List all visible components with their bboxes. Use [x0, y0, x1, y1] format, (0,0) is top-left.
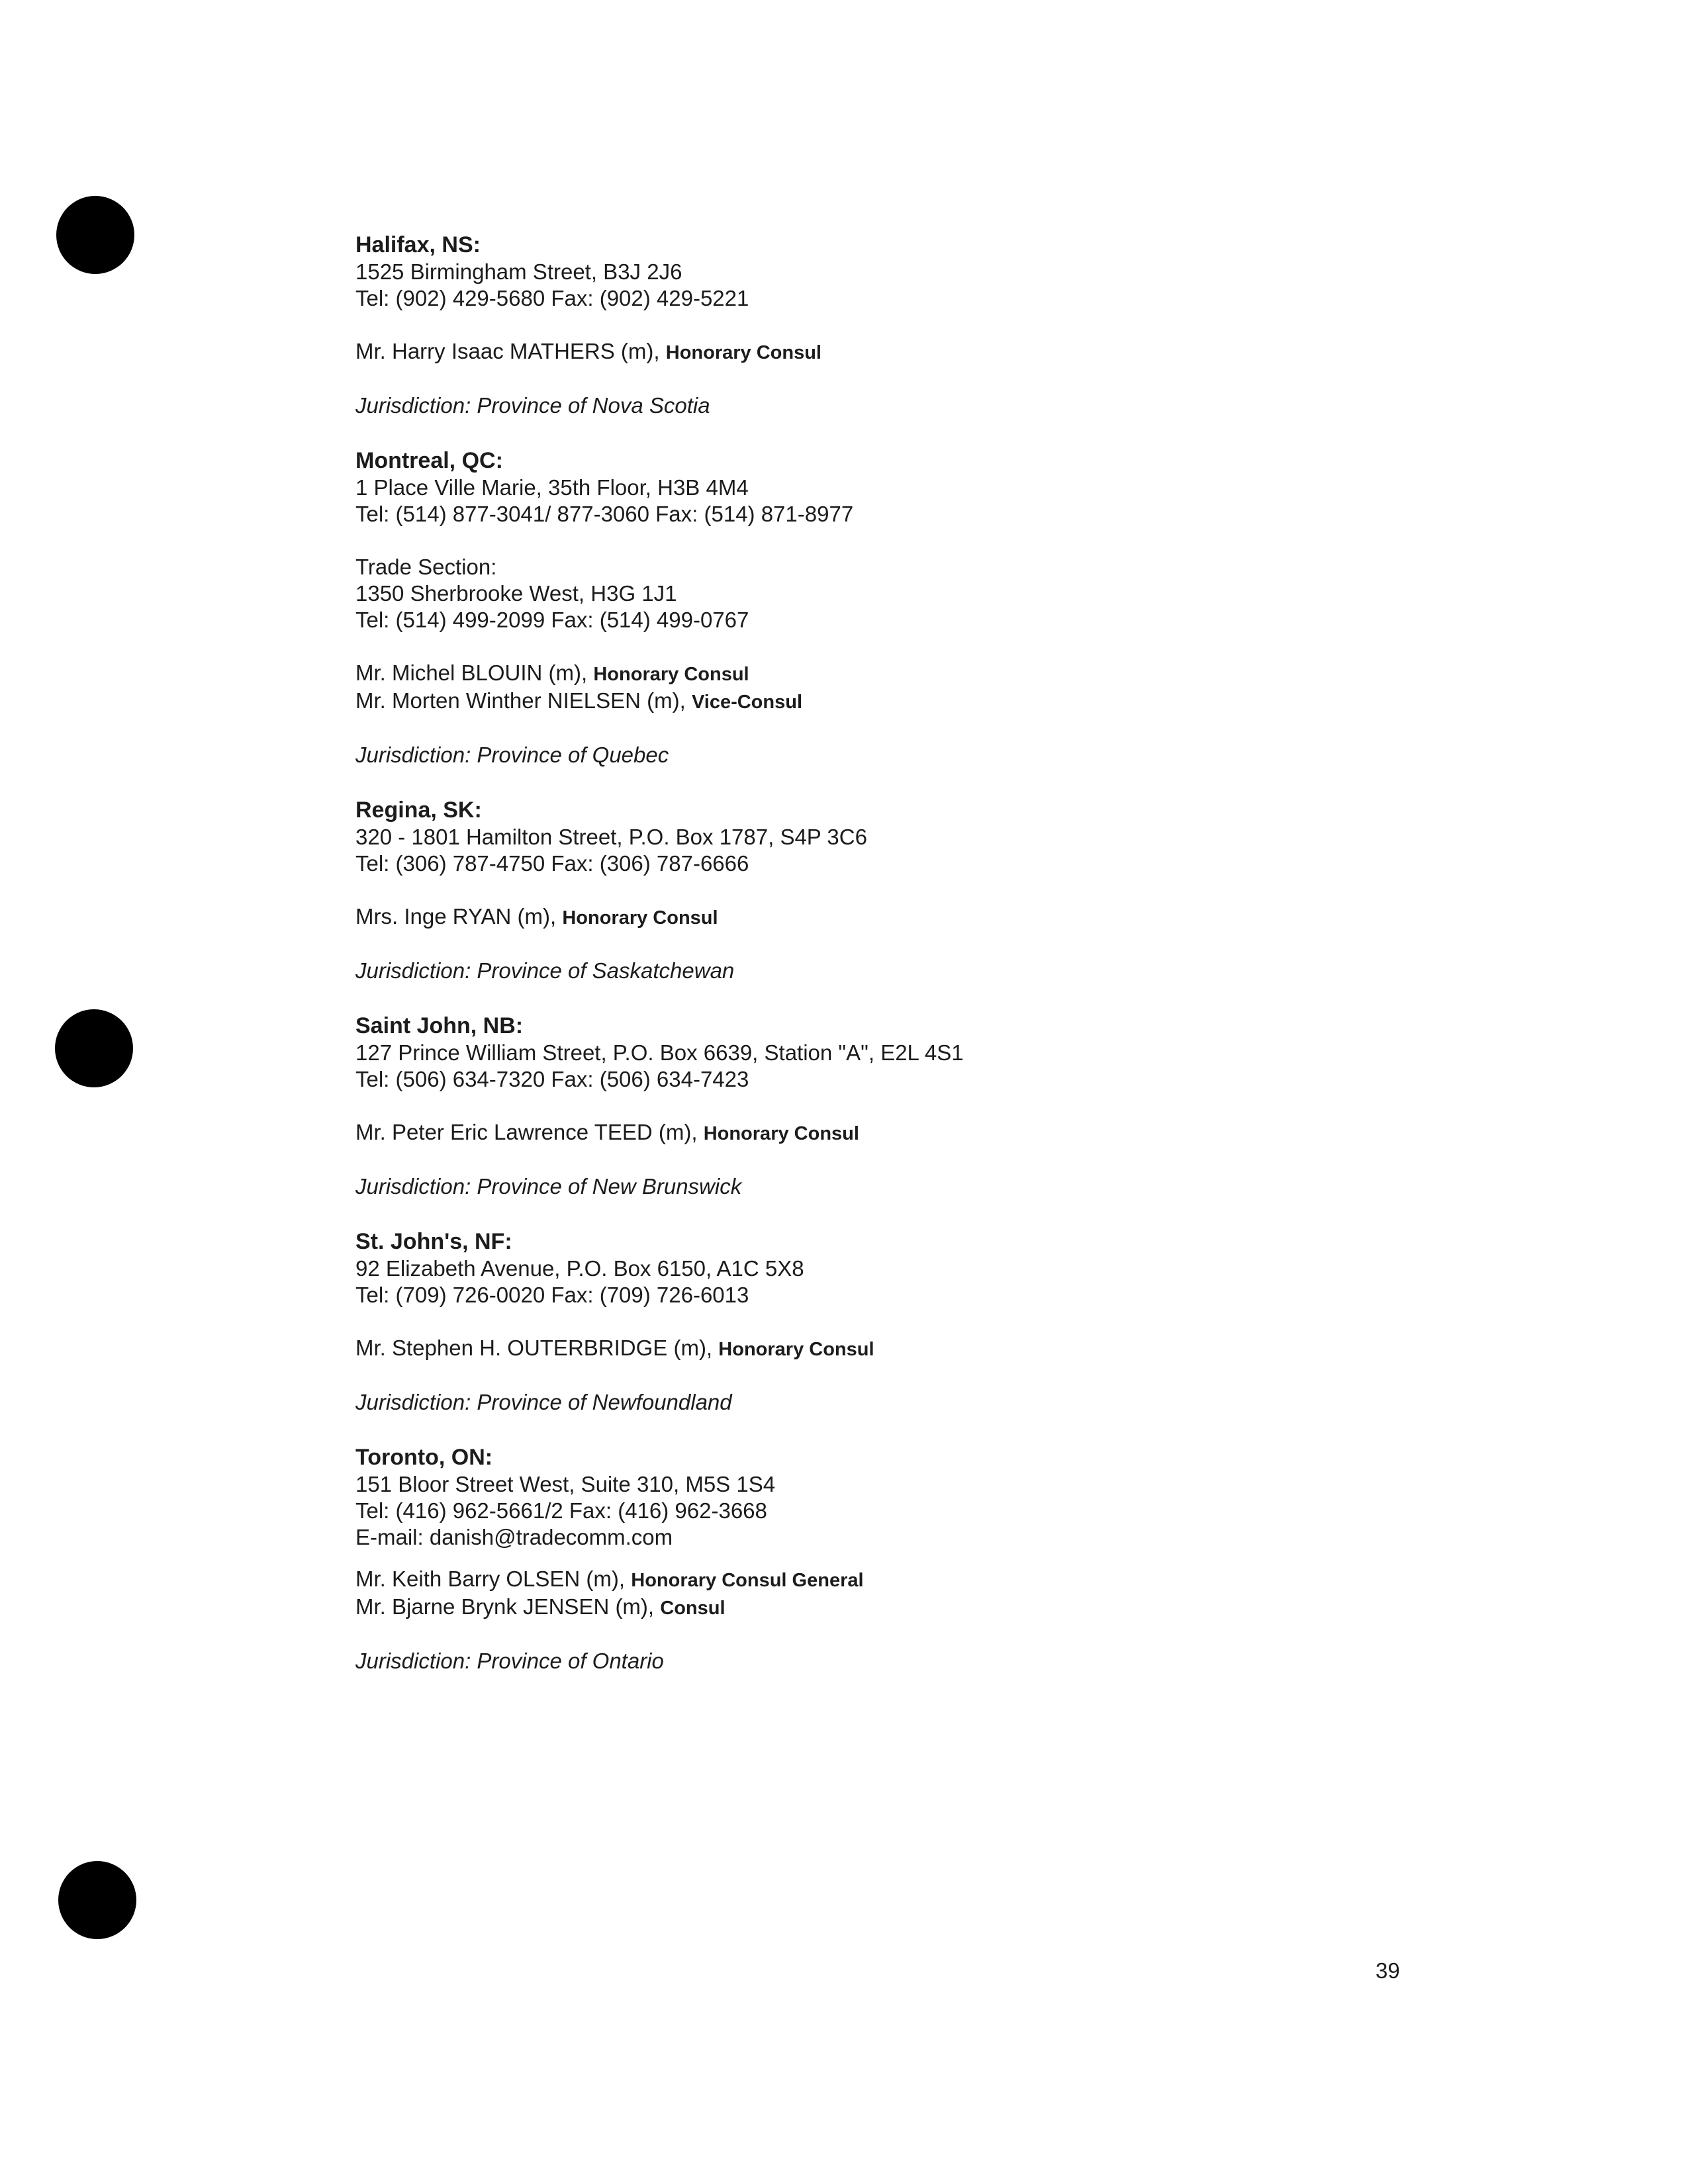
consul-entry	[355, 903, 1415, 931]
consul-name: Mr. Keith Barry OLSEN (m),	[355, 1567, 632, 1591]
office-jurisdiction: Jurisdiction: Province of Ontario	[355, 1649, 664, 1673]
office-jurisdiction: Jurisdiction: Province of Saskatchewan	[355, 958, 735, 983]
consul-entry	[355, 1335, 1415, 1363]
page-number: 39	[1376, 1958, 1400, 1983]
office-address: 151 Bloor Street West, Suite 310, M5S 1S4	[355, 1472, 776, 1496]
consul-name: Mr. Stephen H. OUTERBRIDGE (m),	[355, 1336, 719, 1360]
consul-name: Mr. Peter Eric Lawrence TEED (m),	[355, 1120, 704, 1144]
office-phone: Tel: (506) 634-7320 Fax: (506) 634-7423	[355, 1067, 749, 1091]
consul-name: Mr. Harry Isaac MATHERS (m),	[355, 339, 666, 363]
office-montreal	[355, 447, 1415, 768]
office-address: 1 Place Ville Marie, 35th Floor, H3B 4M4	[355, 475, 749, 500]
office-phone: Tel: (709) 726-0020 Fax: (709) 726-6013	[355, 1283, 749, 1307]
consul-title: Honorary Consul	[703, 1123, 859, 1144]
office-phone: Tel: (514) 877-3041/ 877-3060 Fax: (514) 871-8977	[355, 502, 854, 526]
office-phone: Tel: (416) 962-5661/2 Fax: (416) 962-3668	[355, 1498, 767, 1523]
punch-hole-top	[56, 196, 134, 274]
office-phone: Tel: (306) 787-4750 Fax: (306) 787-6666	[355, 851, 749, 876]
office-jurisdiction: Jurisdiction: Province of Newfoundland	[355, 1390, 732, 1414]
office-address: 320 - 1801 Hamilton Street, P.O. Box 1787, S4P 3C6	[355, 825, 867, 849]
consul-title: Consul	[660, 1598, 726, 1619]
trade-section-address: 1350 Sherbrooke West, H3G 1J1	[355, 581, 677, 606]
office-regina	[355, 797, 1415, 984]
trade-section-phone: Tel: (514) 499-2099 Fax: (514) 499-0767	[355, 608, 749, 632]
punch-hole-bottom	[58, 1861, 136, 1939]
office-halifax	[355, 232, 1415, 419]
consul-entry	[355, 1566, 1415, 1594]
consul-title: Honorary Consul	[593, 664, 749, 685]
office-city: Saint John, NB:	[355, 1013, 524, 1038]
office-toronto	[355, 1444, 1415, 1674]
consul-name: Mr. Morten Winther NIELSEN (m),	[355, 688, 692, 713]
office-address: 1525 Birmingham Street, B3J 2J6	[355, 259, 682, 284]
consul-title: Honorary Consul	[562, 907, 718, 929]
consul-entry	[355, 338, 1415, 366]
consul-title: Honorary Consul General	[631, 1570, 864, 1591]
office-city: Regina, SK:	[355, 797, 482, 823]
office-phone: Tel: (902) 429-5680 Fax: (902) 429-5221	[355, 286, 749, 310]
office-city: St. John's, NF:	[355, 1229, 512, 1254]
office-jurisdiction: Jurisdiction: Province of New Brunswick	[355, 1174, 742, 1199]
consul-entry	[355, 1594, 1415, 1621]
office-email: E-mail: danish@tradecomm.com	[355, 1525, 673, 1549]
consul-title: Honorary Consul	[718, 1339, 874, 1360]
punch-hole-middle	[55, 1009, 133, 1087]
office-jurisdiction: Jurisdiction: Province of Quebec	[355, 743, 669, 767]
office-city: Halifax, NS:	[355, 232, 481, 257]
office-st-johns	[355, 1228, 1415, 1416]
consulate-listing	[355, 232, 1415, 1703]
consul-name: Mr. Michel BLOUIN (m),	[355, 660, 594, 685]
office-saint-john	[355, 1013, 1415, 1200]
office-city: Toronto, ON:	[355, 1445, 493, 1470]
office-address: 92 Elizabeth Avenue, P.O. Box 6150, A1C 5X8	[355, 1256, 804, 1281]
consul-entry	[355, 688, 1415, 715]
consul-title: Honorary Consul	[665, 342, 821, 363]
office-jurisdiction: Jurisdiction: Province of Nova Scotia	[355, 393, 710, 418]
consul-entry	[355, 660, 1415, 688]
consul-name: Mrs. Inge RYAN (m),	[355, 904, 563, 929]
office-address: 127 Prince William Street, P.O. Box 6639, Station "A", E2L 4S1	[355, 1040, 964, 1065]
consul-name: Mr. Bjarne Brynk JENSEN (m),	[355, 1594, 661, 1619]
consul-title: Vice-Consul	[691, 692, 802, 713]
office-city: Montreal, QC:	[355, 448, 503, 473]
trade-section-heading: Trade Section:	[355, 555, 497, 579]
consul-entry	[355, 1119, 1415, 1147]
